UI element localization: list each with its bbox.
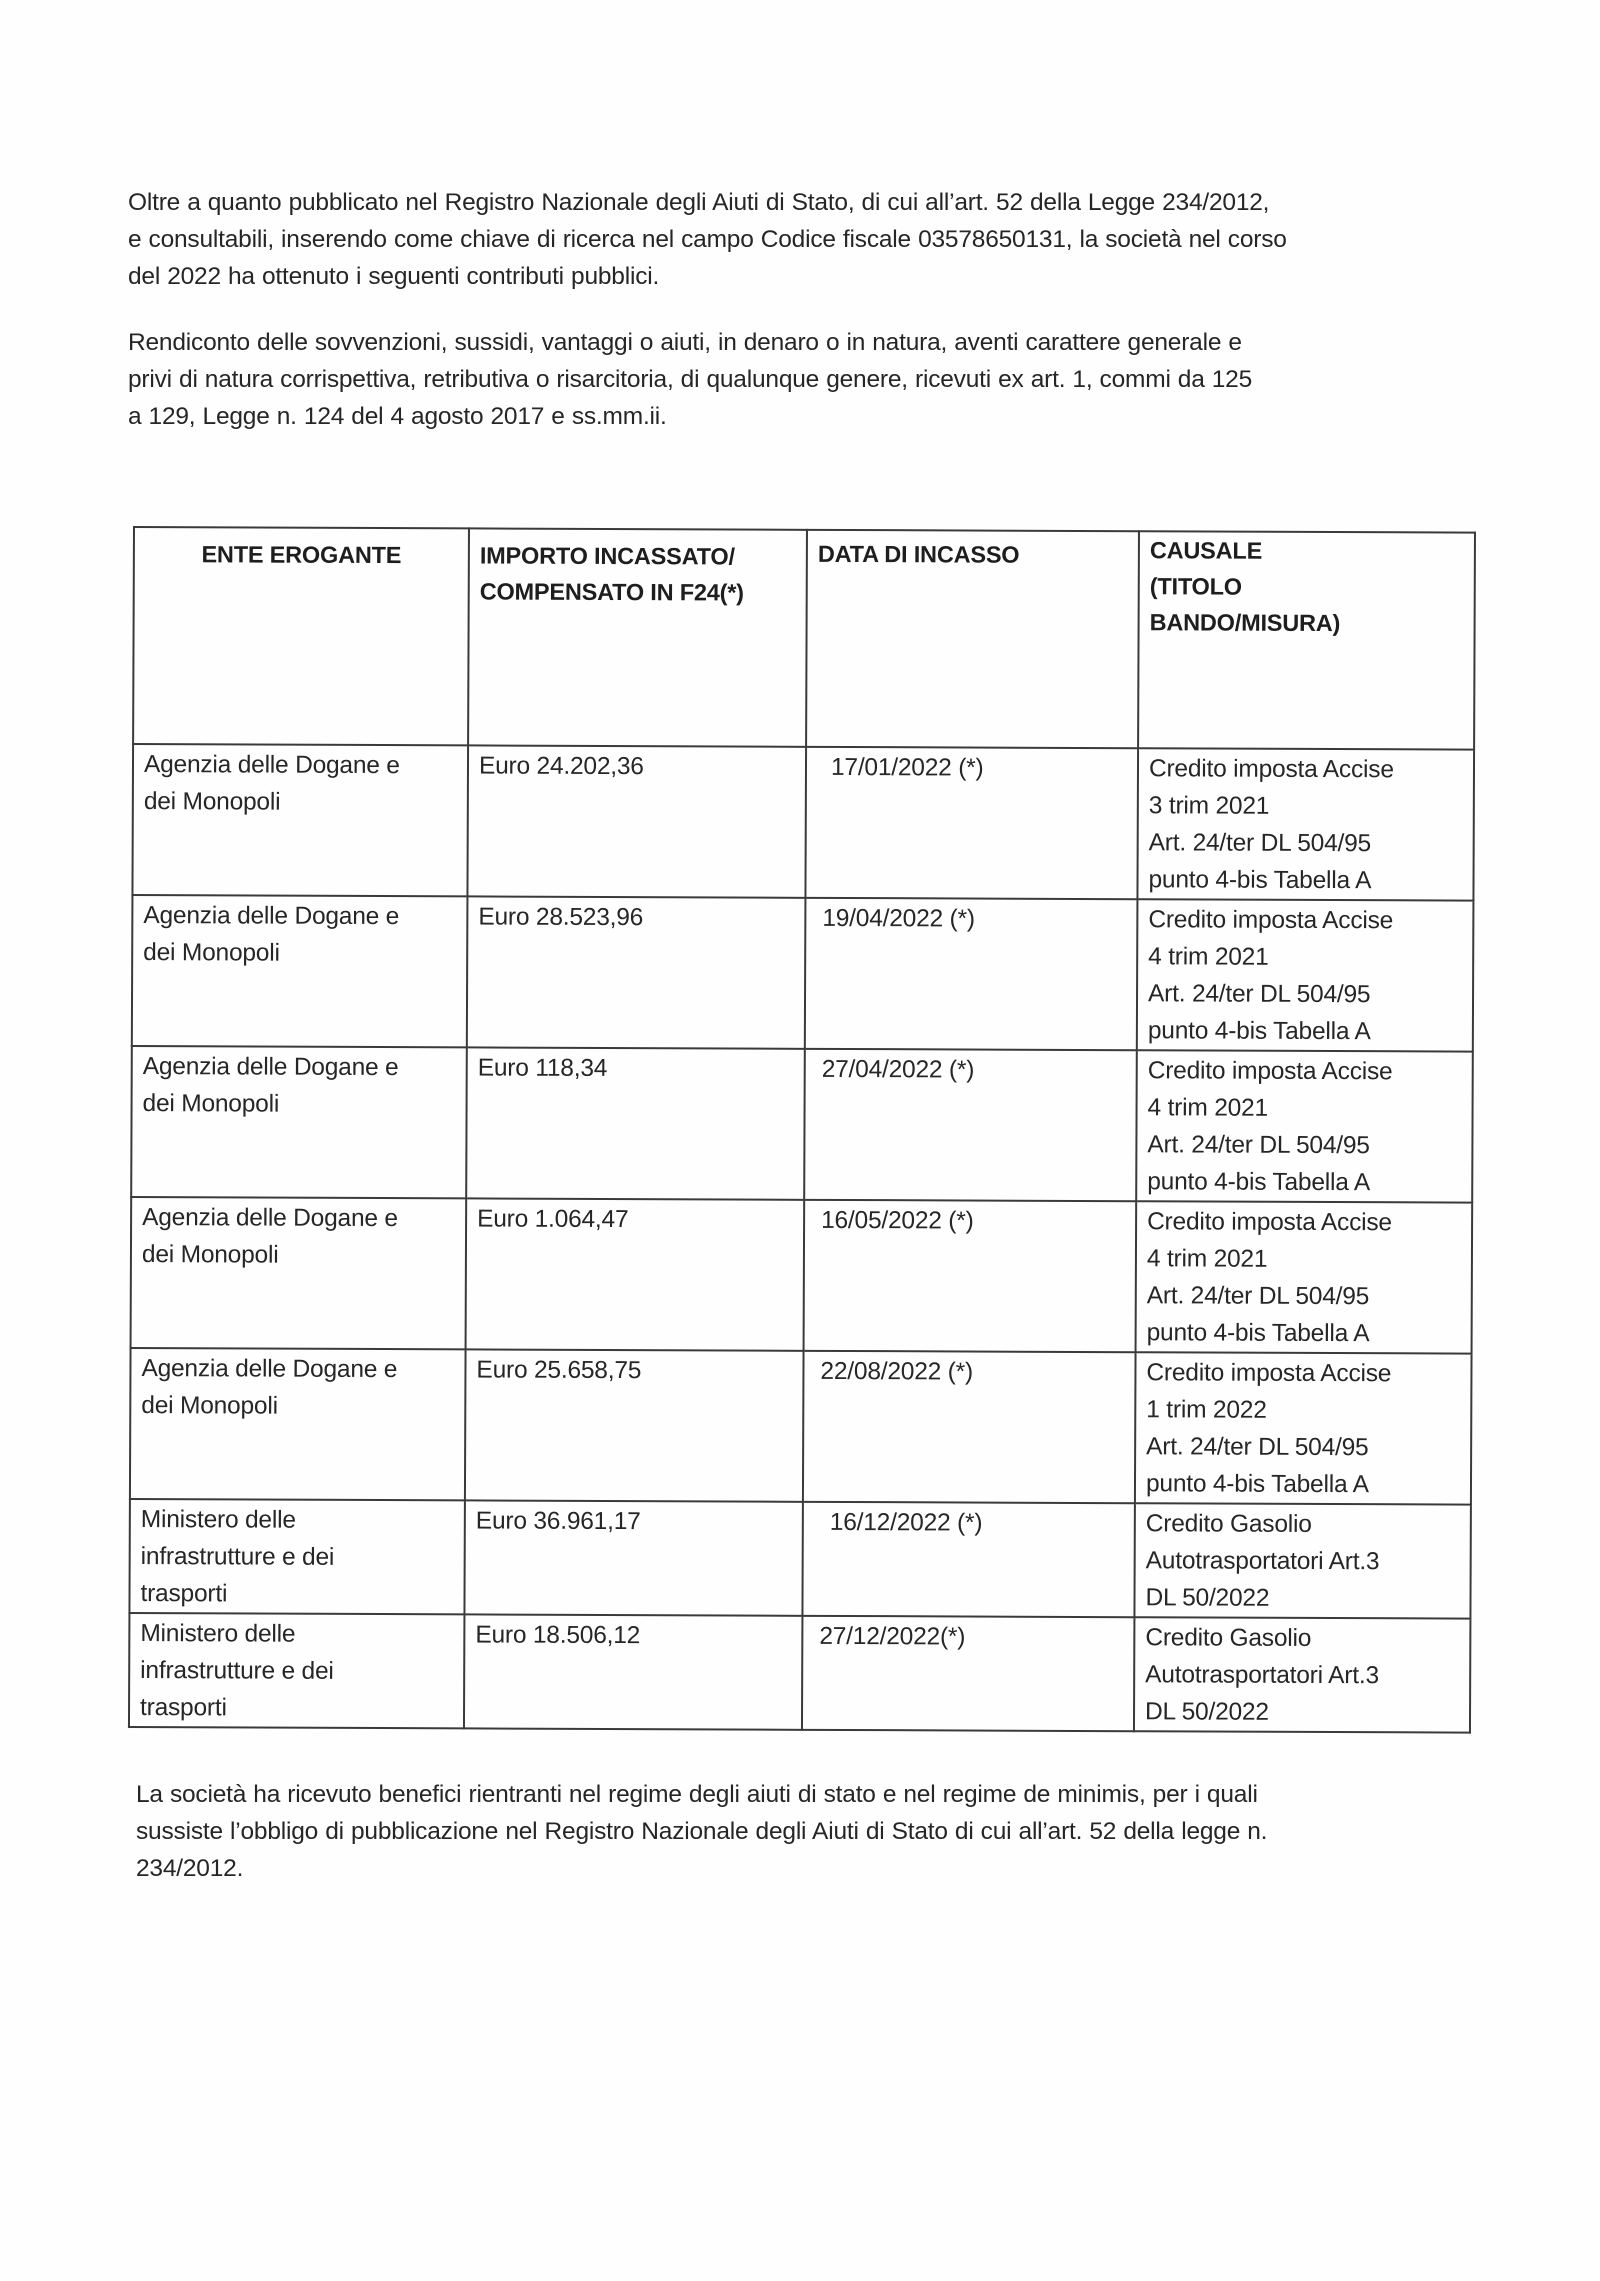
cell-text: Credito Gasolio — [1145, 1624, 1312, 1652]
table-row — [132, 895, 1474, 1052]
table-row — [130, 1348, 1472, 1505]
cell-text: Art. 24/ter DL 504/95 — [1147, 1131, 1370, 1160]
cell-text: Autotrasportatori Art.3 — [1145, 1547, 1380, 1576]
cell-importo — [466, 1198, 805, 1350]
table-row — [131, 1046, 1473, 1203]
header-text: DATA DI INCASSO — [817, 540, 1020, 568]
cell-causale — [1137, 748, 1474, 900]
cell-text: punto 4-bis Tabella A — [1146, 1319, 1370, 1348]
cell-importo — [464, 1614, 802, 1729]
text-line: La società ha ricevuto benefici rientranti nel regime degli aiuti di stato e nel regime de minimis, per i quali — [136, 1781, 1258, 1808]
cell-data — [802, 1616, 1134, 1731]
cell-text: Agenzia delle Dogane e — [142, 1053, 399, 1082]
cell-text: Art. 24/ter DL 504/95 — [1146, 1282, 1370, 1311]
header-ente-erogante — [133, 527, 469, 745]
cell-importo — [467, 896, 806, 1048]
text-line: e consultabili, inserendo come chiave di ricerca nel campo Codice fiscale 03578650131, la società nel corso — [128, 226, 1287, 253]
cell-text: 19/04/2022 (*) — [822, 904, 975, 933]
text-line: del 2022 ha ottenuto i seguenti contributi pubblici. — [128, 263, 660, 290]
cell-text: Agenzia delle Dogane e — [143, 751, 400, 780]
cell-text: Autotrasportatori Art.3 — [1145, 1661, 1379, 1690]
cell-text: Euro 36.961,17 — [475, 1507, 641, 1536]
cell-text: dei Monopoli — [143, 939, 280, 967]
cell-text: 3 trim 2021 — [1148, 792, 1270, 820]
cell-text: dei Monopoli — [143, 788, 281, 816]
cell-text: 4 trim 2021 — [1146, 1245, 1268, 1273]
cell-text: 4 trim 2021 — [1147, 1094, 1269, 1122]
cell-importo — [466, 1047, 805, 1199]
text-line: Rendiconto delle sovvenzioni, sussidi, vantaggi o aiuti, in denaro o in natura, aventi carattere generale e — [128, 329, 1242, 356]
cell-text: infrastrutture e dei — [140, 1543, 335, 1571]
cell-importo — [464, 1500, 802, 1615]
text-line: a 129, Legge n. 124 del 4 agosto 2017 e ss.mm.ii. — [128, 403, 667, 430]
cell-ente — [131, 1046, 467, 1198]
cell-text: Credito imposta Accise — [1148, 755, 1394, 784]
cell-ente — [132, 744, 468, 896]
cell-text: Credito imposta Accise — [1147, 1057, 1393, 1086]
cell-ente — [129, 1499, 464, 1614]
cell-data — [802, 1502, 1134, 1617]
text-line: Oltre a quanto pubblicato nel Registro Nazionale degli Aiuti di Stato, di cui all’art. 52 della Legge 234/2012, — [128, 189, 1270, 216]
cell-text: DL 50/2022 — [1144, 1698, 1269, 1726]
cell-causale — [1137, 899, 1474, 1051]
cell-text: Credito Gasolio — [1145, 1510, 1312, 1538]
cell-text: 27/12/2022(*) — [819, 1622, 966, 1651]
cell-causale — [1136, 1050, 1473, 1202]
public-contributions-table — [128, 526, 1476, 1734]
cell-text: Art. 24/ter DL 504/95 — [1147, 980, 1371, 1009]
rendiconto-paragraph — [128, 324, 1252, 435]
cell-text: dei Monopoli — [142, 1090, 280, 1118]
header-text: CAUSALE — [1149, 537, 1263, 564]
cell-ente — [130, 1348, 466, 1500]
cell-causale — [1136, 1201, 1473, 1353]
cell-text: trasporti — [139, 1694, 227, 1722]
cell-text: Euro 1.064,47 — [477, 1205, 629, 1234]
table-row — [129, 1613, 1470, 1733]
cell-text: 17/01/2022 (*) — [830, 753, 984, 782]
header-causale — [1138, 531, 1475, 749]
cell-text: punto 4-bis Tabella A — [1147, 1168, 1371, 1197]
cell-text: dei Monopoli — [141, 1241, 279, 1269]
cell-causale — [1134, 1503, 1470, 1618]
cell-causale — [1134, 1617, 1470, 1732]
cell-data — [805, 747, 1138, 899]
header-importo — [468, 528, 807, 746]
cell-data — [804, 1049, 1137, 1201]
cell-text: Euro 18.506,12 — [475, 1621, 641, 1650]
cell-text: punto 4-bis Tabella A — [1148, 866, 1372, 895]
cell-text: Credito imposta Accise — [1146, 1359, 1392, 1388]
cell-text: Euro 24.202,36 — [478, 752, 644, 781]
cell-text: dei Monopoli — [141, 1392, 278, 1420]
cell-text: Ministero delle — [140, 1620, 296, 1648]
text-line: privi di natura corrispettiva, retributiva o risarcitoria, di qualunque genere, ricevuti ex art. 1, commi da 125 — [128, 366, 1253, 393]
header-text: (TITOLO — [1149, 573, 1242, 600]
header-text: BANDO/MISURA) — [1149, 609, 1341, 637]
cell-text: Agenzia delle Dogane e — [143, 902, 400, 931]
cell-text: 22/08/2022 (*) — [820, 1357, 974, 1386]
cell-data — [805, 898, 1138, 1050]
cell-text: 16/05/2022 (*) — [821, 1206, 974, 1235]
cell-importo — [467, 745, 806, 897]
cell-text: Agenzia delle Dogane e — [142, 1204, 398, 1233]
cell-text: 1 trim 2022 — [1146, 1396, 1267, 1424]
cell-text: infrastrutture e dei — [140, 1657, 334, 1685]
header-text: IMPORTO INCASSATO/ — [479, 542, 735, 570]
intro-paragraph — [128, 184, 1287, 295]
text-line: 234/2012. — [136, 1855, 244, 1882]
cell-text: trasporti — [140, 1580, 228, 1608]
cell-text: Agenzia delle Dogane e — [141, 1355, 398, 1384]
cell-causale — [1135, 1352, 1472, 1504]
table-row — [132, 744, 1474, 901]
header-data-incasso — [806, 530, 1139, 748]
cell-ente — [132, 895, 468, 1047]
closing-paragraph — [136, 1776, 1267, 1887]
cell-text: 27/04/2022 (*) — [821, 1055, 975, 1084]
cell-ente — [129, 1613, 464, 1728]
table-row — [129, 1499, 1470, 1619]
header-text: COMPENSATO IN F24(*) — [479, 578, 744, 606]
header-text: ENTE EROGANTE — [201, 541, 402, 569]
cell-text: Credito imposta Accise — [1147, 1208, 1392, 1237]
cell-ente — [131, 1197, 467, 1349]
cell-importo — [465, 1349, 804, 1501]
cell-text: punto 4-bis Tabella A — [1145, 1470, 1369, 1499]
cell-text: Art. 24/ter DL 504/95 — [1148, 829, 1372, 858]
table-header-row — [133, 527, 1475, 750]
cell-text: Euro 118,34 — [477, 1054, 608, 1082]
cell-text: Art. 24/ter DL 504/95 — [1146, 1433, 1369, 1462]
cell-text: Euro 25.658,75 — [476, 1356, 642, 1385]
cell-text: Euro 28.523,96 — [478, 903, 644, 932]
cell-data — [803, 1351, 1136, 1503]
cell-text: Ministero delle — [140, 1506, 296, 1534]
cell-text: 16/12/2022 (*) — [829, 1508, 983, 1537]
cell-text: DL 50/2022 — [1145, 1584, 1270, 1612]
text-line: sussiste l’obbligo di pubblicazione nel Registro Nazionale degli Aiuti di Stato di cui all’art. 52 della legge n. — [136, 1818, 1268, 1845]
cell-text: Credito imposta Accise — [1148, 906, 1394, 935]
cell-text: 4 trim 2021 — [1148, 943, 1269, 971]
cell-text: punto 4-bis Tabella A — [1147, 1017, 1371, 1046]
table-row — [131, 1197, 1473, 1354]
cell-data — [804, 1200, 1137, 1352]
